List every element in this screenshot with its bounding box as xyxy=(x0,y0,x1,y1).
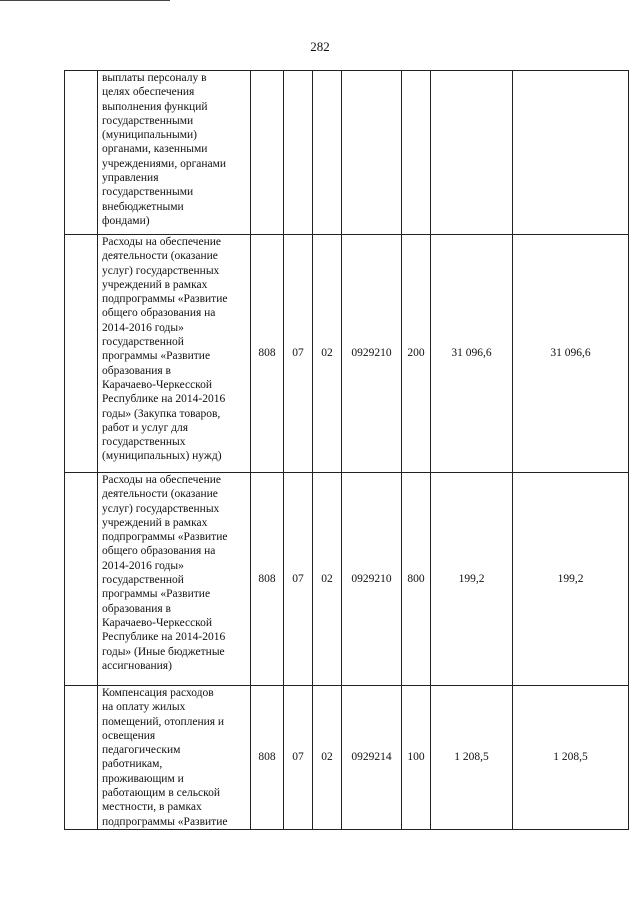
expense-type-cell: 800 xyxy=(402,473,431,686)
description-line: услуг) государственных xyxy=(102,502,220,515)
amount-cell: 199,2 xyxy=(431,473,513,686)
description-line: подпрограммы «Развитие xyxy=(102,531,228,544)
row-number-cell xyxy=(65,473,98,686)
ministry-code-cell: 808 xyxy=(251,235,284,473)
description-line: внебюджетными xyxy=(102,200,184,213)
subsection-code-cell: 02 xyxy=(313,235,342,473)
description-line: Карачаево-Черкесской xyxy=(102,616,213,629)
description-line: государственными xyxy=(102,114,194,127)
description-line: учреждений в рамках xyxy=(102,516,208,529)
description-line: на оплату жилых xyxy=(102,701,186,714)
amount-cell: 1 208,5 xyxy=(431,686,513,830)
description-line: общего образования на xyxy=(102,545,216,558)
description-line: Компенсация расходов xyxy=(102,687,214,699)
description-line: управления xyxy=(102,172,159,185)
row-number-cell xyxy=(65,235,98,473)
description-line: работ и услуг для xyxy=(102,421,189,434)
row-number-cell xyxy=(65,71,98,235)
description-line: государственных xyxy=(102,436,186,449)
description-line: помещений, отопления и xyxy=(102,715,225,728)
row-number-cell xyxy=(65,686,98,830)
expense-type-cell: 100 xyxy=(402,686,431,830)
description-line: программы «Развитие xyxy=(102,588,211,601)
description-line: Республике на 2014-2016 xyxy=(102,393,226,406)
description-line: целях обеспечения xyxy=(102,86,195,99)
description-line: образования в xyxy=(102,364,171,377)
ministry-code-cell: 808 xyxy=(251,686,284,830)
description-line: выполнения функций xyxy=(102,100,208,113)
ministry-code-cell: 808 xyxy=(251,473,284,686)
description-line: освещения xyxy=(102,729,156,742)
amount-cell xyxy=(431,71,513,235)
table-row xyxy=(65,71,629,235)
description-line: деятельности (оказание xyxy=(102,488,218,501)
description-line: проживающим и xyxy=(102,772,184,785)
description-line: государственными xyxy=(102,186,194,199)
table-row xyxy=(65,473,629,686)
subsection-code-cell: 02 xyxy=(313,473,342,686)
description-line: образования в xyxy=(102,602,171,615)
amount-cell xyxy=(513,71,629,235)
description-line: государственной xyxy=(102,574,184,587)
description-line: 2014-2016 годы» xyxy=(102,321,184,334)
description-line: ассигнования) xyxy=(102,659,172,672)
description-line: работникам, xyxy=(102,758,163,771)
description-line: 2014-2016 годы» xyxy=(102,559,184,572)
table-row xyxy=(65,686,629,830)
target-article-cell: 0929210 xyxy=(342,235,402,473)
expense-type-cell: 200 xyxy=(402,235,431,473)
section-code-cell: 07 xyxy=(284,473,313,686)
description-line: органами, казенными xyxy=(102,143,208,156)
description-line: Расходы на обеспечение xyxy=(102,474,221,486)
top-rule xyxy=(0,0,170,1)
description-line: педагогическим xyxy=(102,744,181,757)
description-line: годы» (Закупка товаров, xyxy=(102,407,221,420)
description-line: годы» (Иные бюджетные xyxy=(102,645,225,658)
description-line: (муниципальных) нужд) xyxy=(102,450,222,463)
page-number: 282 xyxy=(310,39,330,54)
section-code-cell: 07 xyxy=(284,235,313,473)
description-line: работающим в сельской xyxy=(102,787,220,800)
description-line: Расходы на обеспечение xyxy=(102,236,221,248)
description-cell xyxy=(98,235,251,473)
target-article-cell: 0929210 xyxy=(342,473,402,686)
section-code-cell: 07 xyxy=(284,686,313,830)
table-body xyxy=(65,71,629,830)
description-line: деятельности (оказание xyxy=(102,250,218,263)
description-line: учреждениями, органами xyxy=(102,157,227,170)
subsection-code-cell: 02 xyxy=(313,686,342,830)
amount-cell: 31 096,6 xyxy=(431,235,513,473)
description-line: выплаты персоналу в xyxy=(102,72,207,84)
target-article-cell xyxy=(342,71,402,235)
description-line: Карачаево-Черкесской xyxy=(102,378,213,391)
expense-type-cell xyxy=(402,71,431,235)
description-cell xyxy=(98,686,251,830)
ministry-code-cell xyxy=(251,71,284,235)
description-line: подпрограммы «Развитие xyxy=(102,293,228,306)
description-line: учреждений в рамках xyxy=(102,278,208,291)
description-cell xyxy=(98,71,251,235)
section-code-cell xyxy=(284,71,313,235)
amount-cell: 1 208,5 xyxy=(513,686,629,830)
description-line: программы «Развитие xyxy=(102,350,211,363)
description-line: услуг) государственных xyxy=(102,264,220,277)
budget-table xyxy=(64,70,629,830)
table-row xyxy=(65,235,629,473)
description-line: общего образования на xyxy=(102,307,216,320)
amount-cell: 31 096,6 xyxy=(513,235,629,473)
target-article-cell: 0929214 xyxy=(342,686,402,830)
description-line: государственной xyxy=(102,336,184,349)
subsection-code-cell xyxy=(313,71,342,235)
description-line: местности, в рамках xyxy=(102,801,202,814)
description-line: подпрограммы «Развитие xyxy=(102,815,228,828)
description-line: Республике на 2014-2016 xyxy=(102,631,226,644)
description-line: (муниципальными) xyxy=(102,129,197,142)
amount-cell: 199,2 xyxy=(513,473,629,686)
description-line: фондами) xyxy=(102,214,150,227)
description-cell xyxy=(98,473,251,686)
